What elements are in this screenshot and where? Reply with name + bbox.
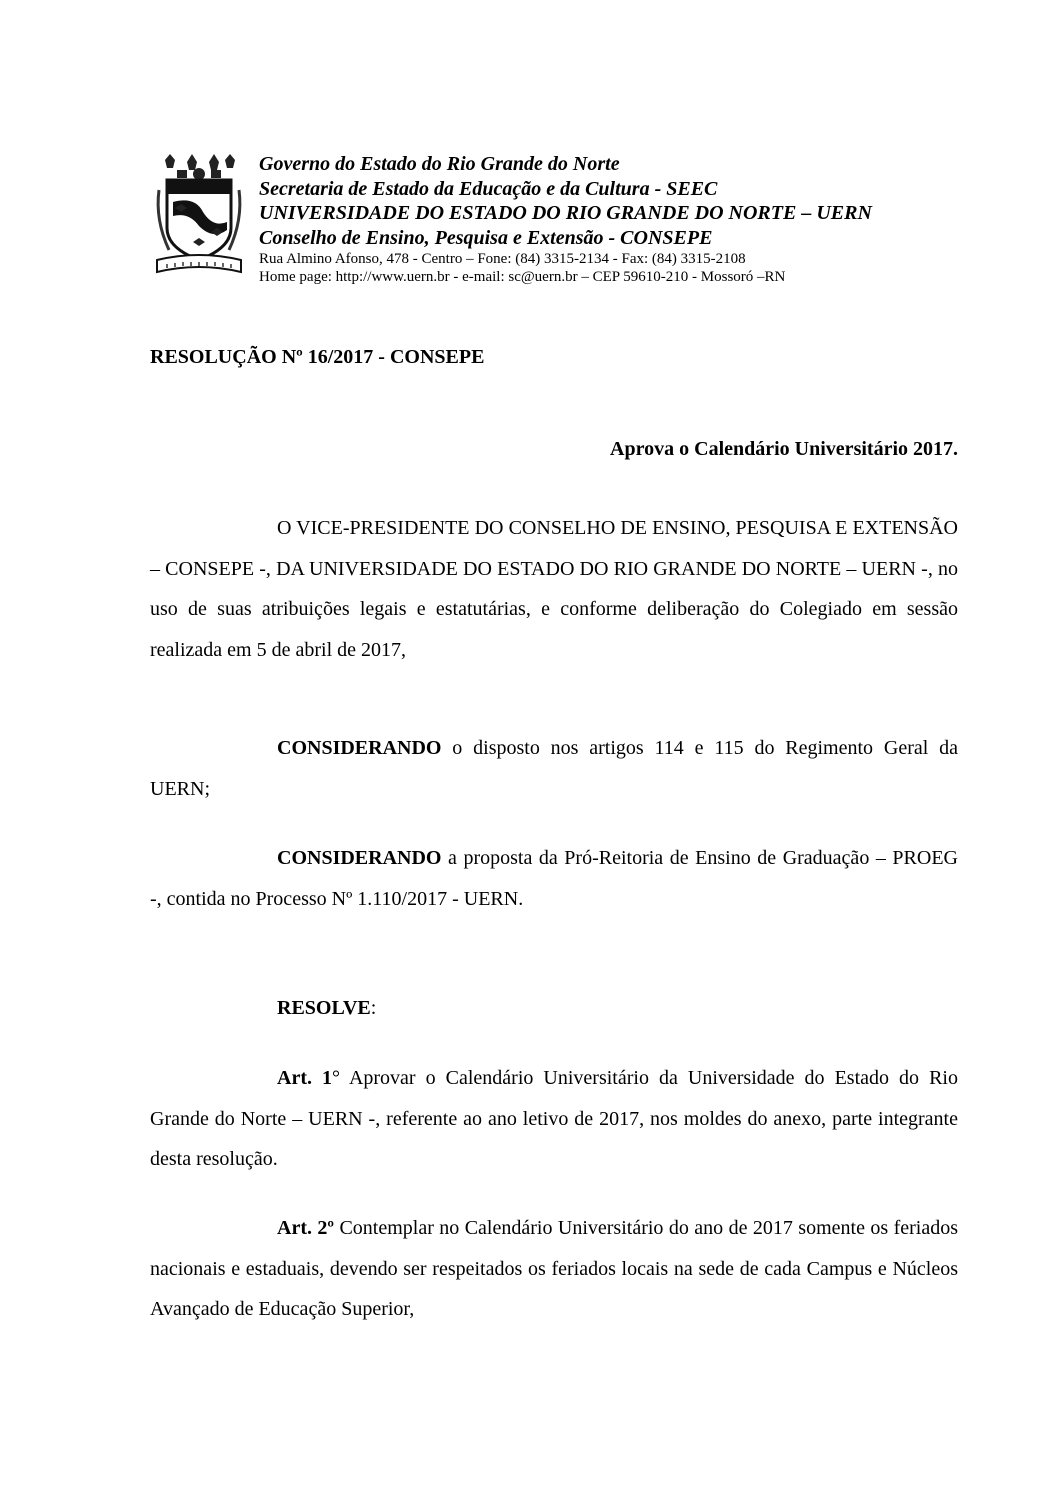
considerando-label: CONSIDERANDO [277, 737, 442, 759]
article-1-label: Art. 1 [277, 1067, 333, 1089]
letterhead-government: Governo do Estado do Rio Grande do Norte [259, 153, 620, 175]
letterhead-secretariat: Secretaria de Estado da Educação e da Cultura - SEEC [259, 177, 718, 200]
letterhead-address: Rua Almino Afonso, 478 - Centro – Fone: (84) 3315-2134 - Fax: (84) 3315-2108 [259, 251, 746, 267]
considerando-paragraph-1 [150, 728, 958, 809]
letterhead [259, 152, 1019, 286]
resolution-title: RESOLUÇÃO Nº 16/2017 - CONSEPE [150, 346, 485, 368]
article-2-text: Contemplar no Calendário Universitário do ano de 2017 somente os feriados nacionais e estaduais, devendo ser respeitados os feriados locais na sede de cada Campus e Núcleos Avançado de Educação Superior, [150, 1217, 958, 1320]
university-crest-logo [153, 150, 245, 280]
letterhead-council: Conselho de Ensino, Pesquisa e Extensão - CONSEPE [259, 226, 713, 249]
article-1-paragraph [150, 1058, 958, 1180]
article-1-text: ° Aprovar o Calendário Universitário da Universidade do Estado do Rio Grande do Norte – UERN -, referente ao ano letivo de 2017, nos moldes do anexo, parte integrante desta resolução. [150, 1067, 958, 1170]
resolve-suffix: : [370, 997, 377, 1019]
preamble-paragraph: O VICE-PRESIDENTE DO CONSELHO DE ENSINO, PESQUISA E EXTENSÃO – CONSEPE -, DA UNIVERSIDADE DO ESTADO DO RIO GRANDE DO NORTE – UERN -, no uso de suas atribuições legais e estatutárias, e conforme deliberação do Colegiado em sessão realizada em 5 de abril de 2017, [150, 517, 958, 661]
resolve-label: RESOLVE [277, 997, 371, 1019]
considerando-text: a proposta da Pró-Reitoria de Ensino de Graduação – PROEG -, contida no Processo Nº 1.110/2017 - UERN. [150, 847, 958, 910]
letterhead-university: UNIVERSIDADE DO ESTADO DO RIO GRANDE DO NORTE – UERN [259, 202, 872, 224]
letterhead-contact: Home page: http://www.uern.br - e-mail: sc@uern.br – CEP 59610-210 - Mossoró –RN [259, 269, 786, 285]
resolution-ementa: Aprova o Calendário Universitário 2017. [610, 438, 958, 460]
article-2-label: Art. 2º [277, 1217, 335, 1239]
considerando-paragraph-2 [150, 838, 958, 919]
resolve-paragraph [150, 988, 958, 1029]
considerando-text: o disposto nos artigos 114 e 115 do Regimento Geral da UERN; [150, 737, 958, 800]
considerando-label: CONSIDERANDO [277, 847, 442, 869]
article-2-paragraph [150, 1208, 958, 1330]
